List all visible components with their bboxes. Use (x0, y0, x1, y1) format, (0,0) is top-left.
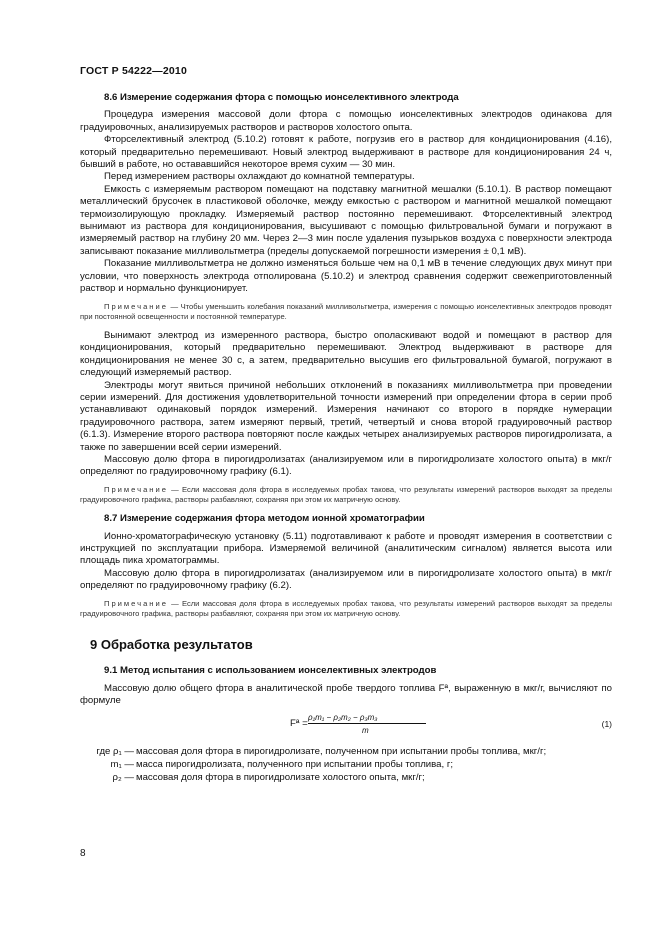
paragraph: Перед измерением растворы охлаждают до комнатной температуры. (104, 171, 415, 183)
where-symbol: где ρ₁ — (96, 745, 134, 757)
where-symbol: m₁ — (110, 758, 134, 770)
where-text: массовая доля фтора в пирогидролизате, полученном при испытании пробы топлива, мкг/г; (136, 745, 547, 757)
where-item (80, 759, 612, 772)
section-9-heading: 9 Обработка результатов (90, 637, 253, 653)
where-symbol: ρ₂ — (112, 771, 134, 783)
paragraph: Показание милливольтметра не должно изменяться больше чем на 0,1 мВ в течение следующих двух минут при условии, что поверхность электрода отполирована (5.10.2) и электрод сравнения содержит свежеприготовленный раствор и нормально функционирует. (80, 258, 612, 295)
note-text: — Чтобы уменьшить колебания показаний милливольтметра, измерения с помощью ионселективных электродов проводят при постоянной освещенности и постоянной температуре. (80, 301, 612, 321)
note-label: Примечание (104, 301, 168, 311)
paragraph: Электроды могут явиться причиной небольших отклонений в показаниях милливольтметра при проведении серии измерений. Для достижения удовлетворительной точности измерений при определении фтора в серии проб устанавливают одинаковый порядок измерений. Измерения начинают со второго в порядке нумерации градуировочного раствора, затем измеряют первый, третий, четвертый и снова второй градуировочный раствор (6.1.3). Измерение второго раствора повторяют после каждых четырех анализируемых растворов пирогидролизата, а также по завершении всей серии измерений. (80, 379, 612, 453)
paragraph: Емкость с измеряемым раствором помещают на подставку магнитной мешалки (5.10.1). В раствор помещают металлический брусочек в пластиковой оболочке, между емкостью с раствором и магнитной мешалкой помещают термоизолирующую прокладку. Измеряемый раствор постоянно перемешивают. Фторселективный электрод вынимают из раствора для кондиционирования, высушивают с помощью фильтровальной бумаги и погружают в измеряемый раствор на глубину 20 мм. Через 2—3 мин после удаления пузырьков воздуха с поверхности электрода записывают показание милливольтметра (пределы допускаемой погрешности измерения ± 0,1 мВ). (80, 183, 612, 257)
paragraph: Массовую долю фтора в пирогидролизатах (анализируемом или в пирогидролизате холостого опыта) в мкг/г определяют по градуировочному графику (6.2). (80, 567, 612, 592)
fraction-bar (308, 723, 426, 724)
page-content (80, 92, 612, 785)
paragraph: Ионно-хроматографическую установку (5.11) подготавливают к работе и проводят измерения в соответствии с инструкцией по эксплуатации прибора. Измеряемой величиной (аналитическим сигналом) является высота или площадь пика хроматограммы. (80, 530, 612, 567)
section-9-1-heading: 9.1 Метод испытания с использованием ионселективных электродов (104, 665, 437, 677)
note (80, 485, 612, 505)
paragraph: Процедура измерения массовой доли фтора с помощью ионселективных электродов одинакова для градуировочных, анализируемых растворов и растворов холостого опыта. (80, 109, 612, 133)
note-label: Примечание (104, 598, 168, 608)
where-text: массовая доля фтора в пирогидролизате холостого опыта, мкг/г; (136, 771, 425, 783)
where-item (80, 746, 612, 759)
where-item (80, 772, 612, 785)
note-text: — Если массовая доля фтора в исследуемых пробах такова, что результаты измерений растворов выходят за пределы градуировочного графика, растворы разбавляют, сохраняя при этом их матричную основу. (80, 598, 612, 618)
paragraph: Фторселективный электрод (5.10.2) готовят к работе, погрузив его в раствор для кондиционирования (4.16), который предварительно перемешивают. Новый электрод выдерживают в растворе для кондиционирования 24 ч, бывший в работе, но остававшийся некоторое время сухим — 30 мин. (80, 134, 612, 171)
section-8-7-heading: 8.7 Измерение содержания фтора методом ионной хроматографии (104, 513, 425, 525)
note-text: — Если массовая доля фтора в исследуемых пробах такова, что результаты измерений растворов выходят за пределы градуировочного графика, растворы разбавляют, сохраняя при этом их матричную основу. (80, 484, 612, 504)
formula-denominator: m (362, 725, 369, 735)
paragraph: Массовую долю общего фтора в аналитической пробе твердого топлива Fª, выраженную в мкг/г, вычисляют по формуле (80, 682, 612, 707)
formula-numerator: ρ₁m₁ − ρ₂m₂ − ρ₃m₃ (308, 712, 378, 722)
section-8-6-heading: 8.6 Измерение содержания фтора с помощью ионселективного электрода (104, 92, 459, 103)
note-label: Примечание (104, 484, 168, 494)
document-header: ГОСТ Р 54222—2010 (80, 65, 188, 77)
formula-number: (1) (601, 718, 612, 729)
paragraph: Массовую долю фтора в пирогидролизатах (анализируемом или в пирогидролизате холостого опыта) в мкг/г определяют по градуировочному графику (6.1). (80, 453, 612, 478)
where-text: масса пирогидролизата, полученного при испытании пробы топлива, г; (136, 758, 453, 770)
formula-1 (80, 712, 612, 746)
formula-lhs: Fª = (290, 717, 308, 729)
paragraph: Вынимают электрод из измеренного раствора, быстро ополаскивают водой и помещают в раствор для кондиционирования, который предварительно перемешивают. Электрод выдерживают в растворе для кондиционирования не менее 30 с, а затем, предварительно высушив его фильтровальной бумагой, погружают в следующий измеряемый раствор. (80, 329, 612, 379)
note (80, 302, 612, 322)
page-number: 8 (80, 848, 86, 859)
note (80, 599, 612, 619)
